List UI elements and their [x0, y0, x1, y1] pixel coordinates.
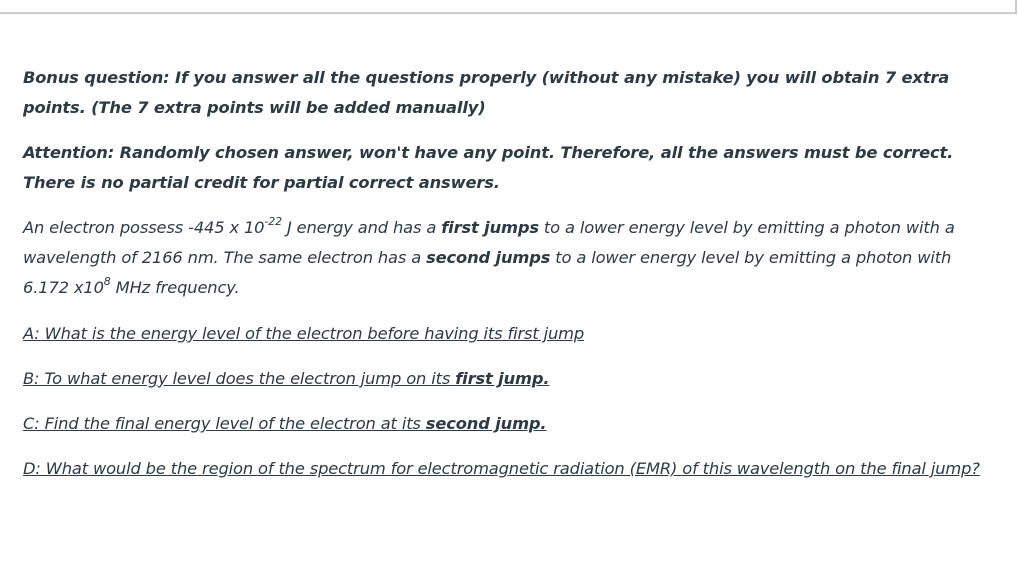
first-jumps-emphasis: first jumps [441, 218, 539, 237]
exponent-2: 8 [103, 274, 111, 288]
question-b: B: To what energy level does the electron jump on its first jump. [23, 369, 550, 388]
question-d: D: What would be the region of the spectrum for electromagnetic radiation (EMR) of this wavelength on the final jump? [23, 459, 980, 478]
question-c-emphasis: second jump. [425, 414, 547, 433]
second-jumps-emphasis: second jumps [426, 248, 551, 267]
question-content [23, 63, 998, 499]
bonus-notice: Bonus question: If you answer all the questions properly (without any mistake) you will obtain 7 extra points. (The 7 extra points will be added manually) [23, 68, 950, 117]
exponent-1: -22 [264, 214, 282, 228]
right-border [1015, 0, 1017, 14]
question-b-emphasis: first jump. [455, 369, 550, 388]
top-border [0, 12, 1016, 14]
problem-statement: An electron possess -445 x $10^{-22}$ J energy and has a first jumps to a lower energy level by emitting a photon with a wavelength of 2166 nm. The same electron has a second jumps to a lower energy level by emitting a photon with 6.172 $x10^8$ MHz frequency. [23, 214, 955, 297]
question-c: C: Find the final energy level of the electron at its second jump. [23, 414, 547, 433]
question-a: A: What is the energy level of the electron before having its first jump [23, 324, 585, 343]
attention-notice: Attention: Randomly chosen answer, won't have any point. Therefore, all the answers must be correct. There is no partial credit for partial correct answers. [23, 143, 954, 192]
